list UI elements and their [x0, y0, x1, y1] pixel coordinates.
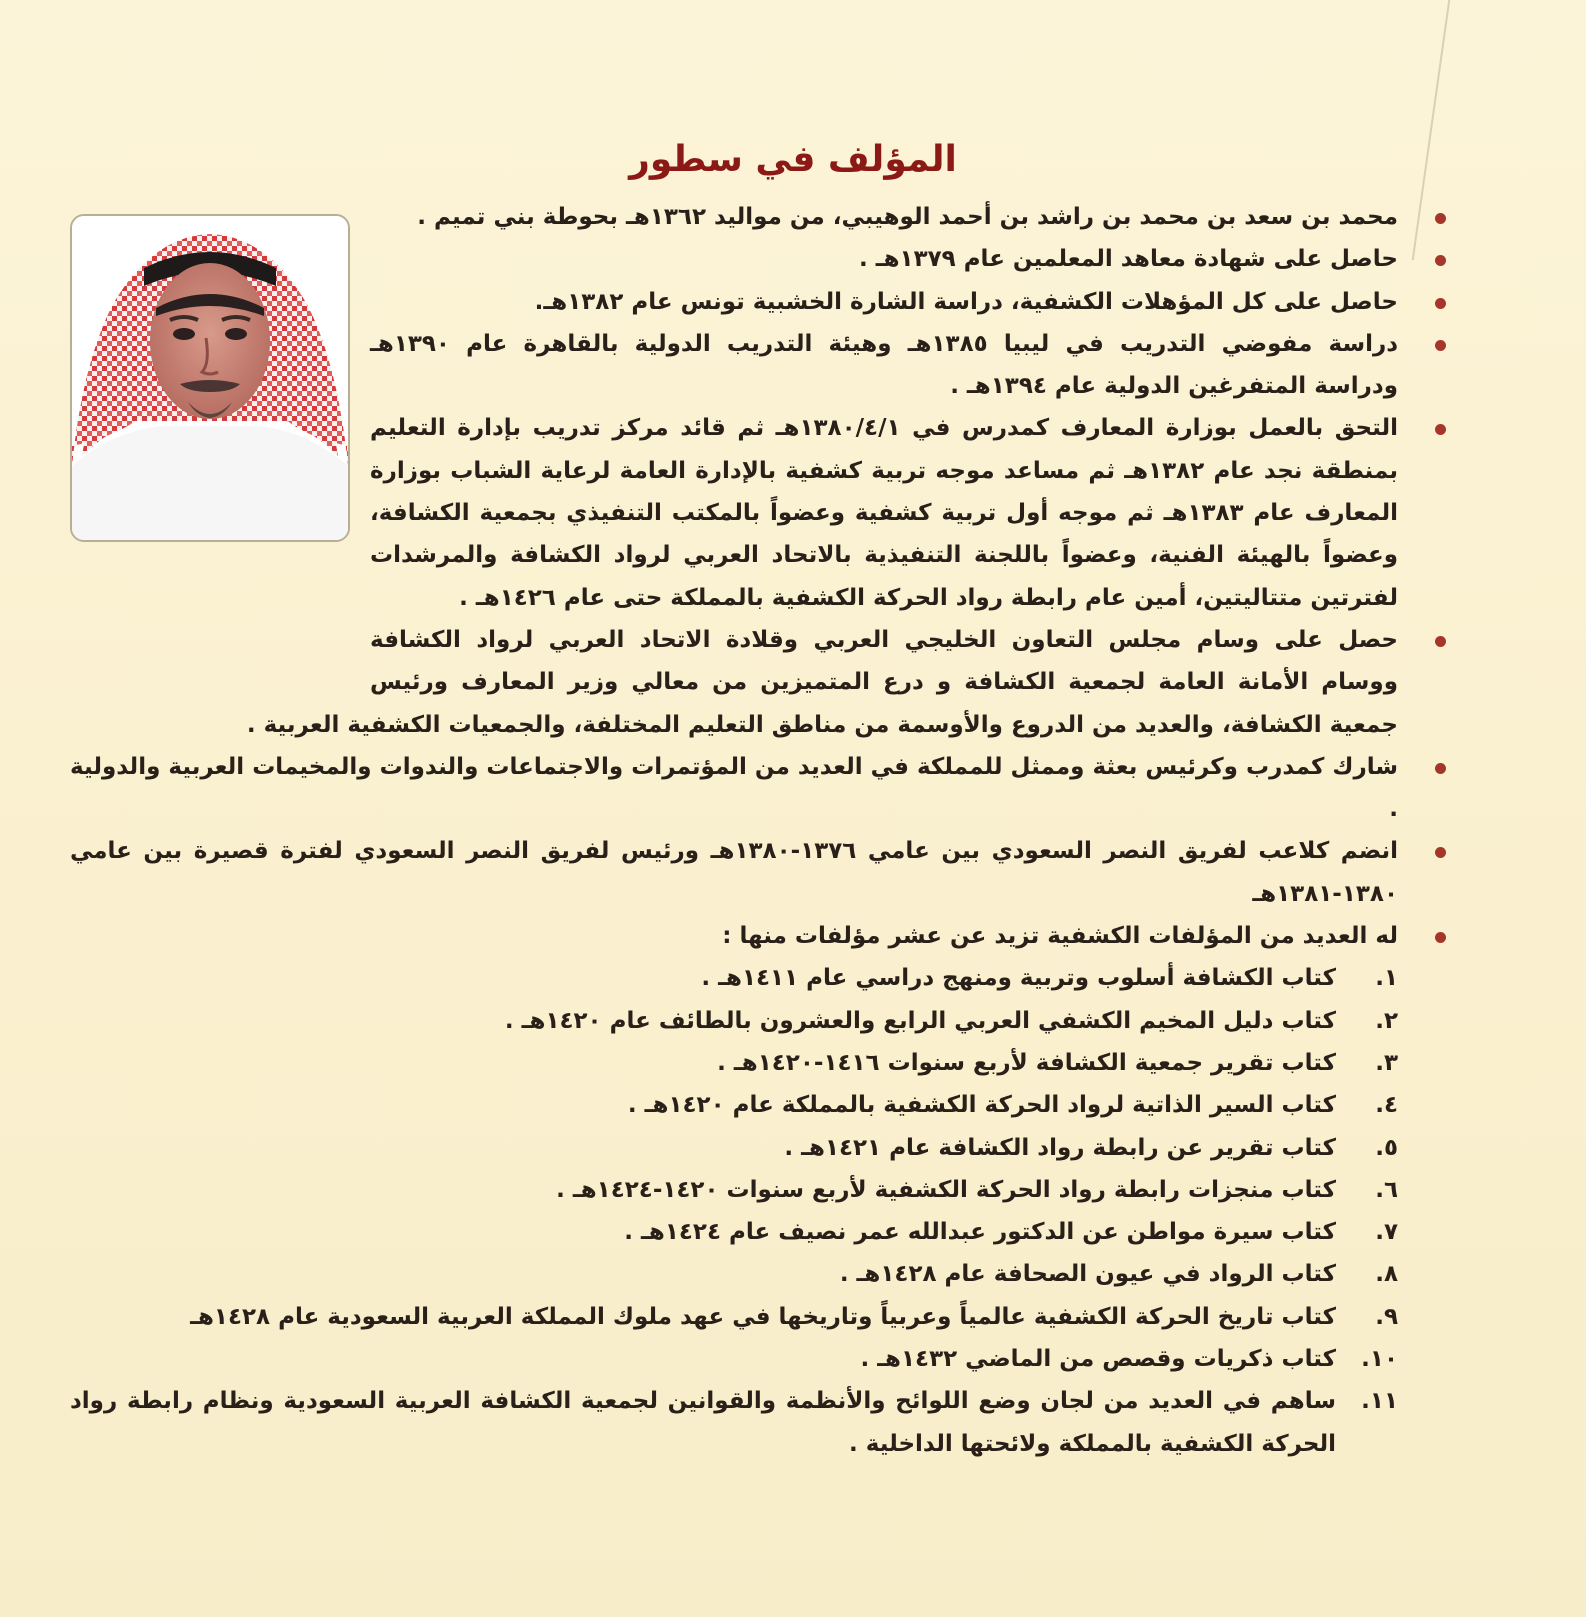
book-title: كتاب تقرير عن رابطة رواد الكشافة عام ١٤٢١هـ . — [784, 1134, 1336, 1161]
bio-bullet-career: التحق بالعمل بوزارة المعارف كمدرس في ١٣٨٠/٤/١هـ ثم قائد مركز تدريب بإدارة التعليم بمنطقة نجد عام ١٣٨٢هـ ثم مساعد موجه تربية كشفية بالإدارة العامة لرعاية الشباب بوزارة المعارف عام ١٣٨٣هـ ثم موجه أول تربية كشفية وعضواً بالمكتب التنفيذي بجمعية الكشافة، وعضواً بالهيئة الفنية، وعضواً باللجنة التنفيذية بالاتحاد العربي لرواد الكشافة والمرشدات لفترتين متتاليتين، أمين عام رابطة رواد الحركة الكشفية بالمملكة حتى عام ١٤٢٦هـ . — [70, 407, 1448, 618]
book-title: كتاب ذكريات وقصص من الماضي ١٤٣٢هـ . — [860, 1346, 1336, 1373]
list-number: ١٠. — [1361, 1346, 1398, 1373]
publications-list — [70, 957, 1448, 1465]
book-title: كتاب منجزات رابطة رواد الحركة الكشفية لأربع سنوات ١٤٢٠-١٤٢٤هـ . — [556, 1176, 1336, 1203]
list-number: ١١. — [1361, 1388, 1398, 1415]
list-number: ٤. — [1375, 1092, 1398, 1119]
list-item — [70, 1338, 1448, 1380]
list-item — [70, 1211, 1448, 1253]
list-number: ٥. — [1375, 1134, 1398, 1161]
bio-bullet-training-studies: دراسة مفوضي التدريب في ليبيا ١٣٨٥هـ وهيئة التدريب الدولية بالقاهرة عام ١٣٩٠هـ ودراسة المتفرغين الدولية عام ١٣٩٤هـ . — [70, 323, 1448, 408]
book-title: كتاب تقرير جمعية الكشافة لأربع سنوات ١٤١٦-١٤٢٠هـ . — [717, 1049, 1336, 1076]
list-item — [70, 1253, 1448, 1295]
list-item — [70, 1127, 1448, 1169]
bio-bullet-football: انضم كلاعب لفريق النصر السعودي بين عامي ١٣٧٦-١٣٨٠هـ ورئيس لفريق النصر السعودي لفترة قصيرة بين عامي ١٣٨٠-١٣٨١هـ — [70, 830, 1448, 915]
list-number: ٢. — [1375, 1007, 1398, 1034]
list-item — [70, 957, 1448, 999]
bio-bullet-birth: محمد بن سعد بن محمد بن راشد بن أحمد الوهيبي، من مواليد ١٣٦٢هـ بحوطة بني تميم . — [70, 196, 1448, 238]
bio-bullet-participation: شارك كمدرب وكرئيس بعثة وممثل للمملكة في العديد من المؤتمرات والاجتماعات والندوات والمخيمات العربية والدولية . — [70, 746, 1448, 831]
list-number: ٧. — [1375, 1219, 1398, 1246]
book-title: ساهم في العديد من لجان وضع اللوائح والأنظمة والقوانين لجمعية الكشافة العربية السعودية ونظام رابطة رواد الحركة الكشفية بالمملكة ولائحتها الداخلية . — [70, 1388, 1336, 1457]
bio-bullet-teacher-certificate: حاصل على شهادة معاهد المعلمين عام ١٣٧٩هـ . — [70, 238, 1448, 280]
author-bio — [70, 196, 1448, 1465]
list-item — [70, 1380, 1448, 1465]
book-title: كتاب السير الذاتية لرواد الحركة الكشفية بالمملكة عام ١٤٢٠هـ . — [627, 1092, 1336, 1119]
bio-bullet-awards: حصل على وسام مجلس التعاون الخليجي العربي وقلادة الاتحاد العربي لرواد الكشافة ووسام الأمانة العامة لجمعية الكشافة و درع المتميزين من معالي وزير المعارف ورئيس جمعية الكشافة، والعديد من الدروع والأوسمة من مناطق التعليم المختلفة، والجمعيات الكشفية العربية . — [70, 619, 1448, 746]
bio-bullet-list — [70, 196, 1448, 957]
bio-bullet-scout-qualifications: حاصل على كل المؤهلات الكشفية، دراسة الشارة الخشبية تونس عام ١٣٨٢هـ. — [70, 281, 1448, 323]
book-title: كتاب سيرة مواطن عن الدكتور عبدالله عمر نصيف عام ١٤٢٤هـ . — [624, 1219, 1336, 1246]
bio-bullet-publications: له العديد من المؤلفات الكشفية تزيد عن عشر مؤلفات منها : — [70, 915, 1448, 957]
list-item — [70, 1000, 1448, 1042]
list-number: ٦. — [1375, 1176, 1398, 1203]
book-title: كتاب دليل المخيم الكشفي العربي الرابع والعشرون بالطائف عام ١٤٢٠هـ . — [504, 1007, 1336, 1034]
page-title: المؤلف في سطور — [629, 139, 957, 181]
list-item — [70, 1042, 1448, 1084]
list-item — [70, 1084, 1448, 1126]
list-number: ١. — [1375, 965, 1398, 992]
list-number: ٩. — [1375, 1303, 1398, 1330]
book-title: كتاب الرواد في عيون الصحافة عام ١٤٢٨هـ . — [839, 1261, 1336, 1288]
list-number: ٨. — [1375, 1261, 1398, 1288]
list-number: ٣. — [1375, 1049, 1398, 1076]
book-title: كتاب تاريخ الحركة الكشفية عالمياً وعربياً وتاريخها في عهد ملوك المملكة العربية السعودية عام ١٤٢٨هـ — [190, 1303, 1336, 1330]
book-title: كتاب الكشافة أسلوب وتربية ومنهج دراسي عام ١٤١١هـ . — [701, 965, 1336, 992]
list-item — [70, 1169, 1448, 1211]
list-item — [70, 1296, 1448, 1338]
